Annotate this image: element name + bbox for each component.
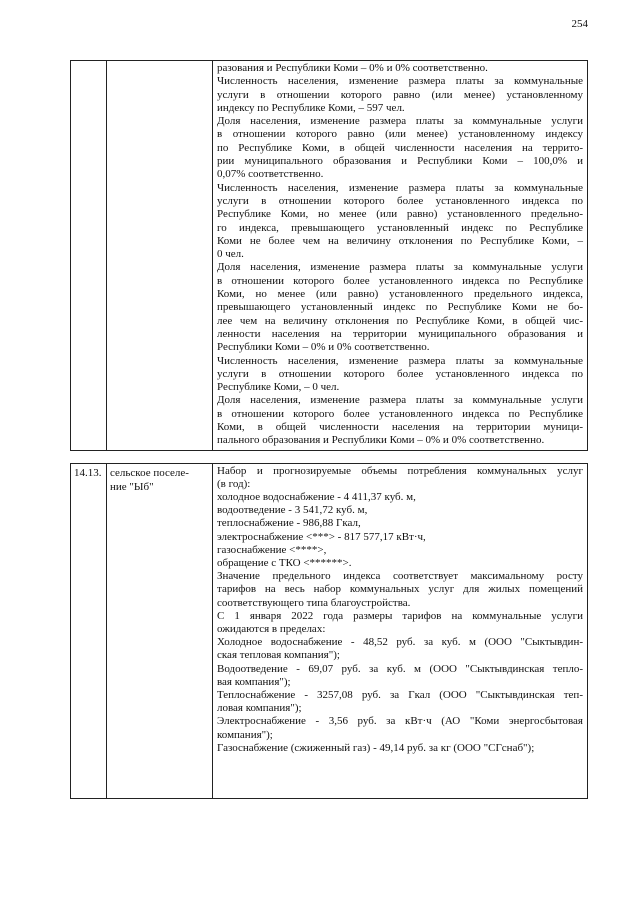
text-line: Республики Коми – 0% и 0% соответственно.	[217, 341, 430, 354]
text-line: (в год):	[217, 477, 251, 490]
text-line: Коми, но менее (или равно) установленного предельного индекса,	[217, 288, 583, 301]
text-line: в отношении которого более установленного индекса по Республике	[217, 407, 583, 420]
text-line: Водоотведение - 69,07 руб. за куб. м (ООО "Сыктывдинская тепло-	[217, 662, 583, 675]
text-line: разования и Республики Коми – 0% и 0% соответственно.	[217, 62, 488, 74]
text-line: лее чем на величину отклонения по Республике Коми, в общей чис-	[217, 314, 583, 327]
text-line: соответствующего типа благоустройства.	[217, 596, 411, 609]
description-cell	[213, 464, 587, 798]
text-line: в отношении которого более установленного индекса по Республике	[217, 274, 583, 287]
text-line: Республике Коми, но менее (или равно) установленного предельно-	[217, 208, 583, 221]
table-row	[70, 60, 588, 451]
text-line: водоотведение - 3 541,72 куб. м,	[217, 504, 368, 517]
description-cell	[213, 61, 587, 450]
text-line: электроснабжение <***> - 817 577,17 кВт·ч,	[217, 530, 426, 543]
text-line: Доля населения, изменение размера платы за коммунальные услуги	[217, 115, 583, 128]
text-line: холодное водоснабжение - 4 411,37 куб. м,	[217, 491, 416, 504]
text-line: Численность населения, изменение размера платы за коммунальные	[217, 181, 583, 194]
text-line: услуги в отношении которого более установленного индекса по	[217, 367, 583, 380]
text-line: ожидаются в пределах:	[217, 623, 326, 636]
text-line: Набор и прогнозируемые объемы потребления коммунальных услуг	[217, 464, 583, 477]
text-line: компания");	[217, 728, 273, 741]
text-line: 0 чел.	[217, 248, 244, 261]
text-line: ленности населения на территории муниципального образования и	[217, 327, 583, 340]
row-number-cell: 14.13.	[71, 464, 107, 798]
text-line: услуги в отношении которого более установленного индекса по	[217, 194, 583, 207]
text-line: услуги в отношении которого равно (или менее) установленному	[217, 88, 583, 101]
municipality-name-cell: сельское поселе- ние "Ыб"	[107, 464, 213, 798]
page-number: 254	[571, 18, 588, 30]
text-line: Доля населения, изменение размера платы за коммунальные услуги	[217, 261, 583, 274]
text-line: тарифов на весь набор коммунальных услуг для жилых помещений	[217, 583, 583, 596]
text-line: превышающего установленный индекс по Республике Коми не бо-	[217, 301, 583, 314]
text-line: Коми не более чем на величину отклонения по Республике Коми, –	[217, 234, 583, 247]
text-line: обращение с ТКО <******>.	[217, 557, 352, 570]
text-line: пального образования и Республики Коми – 0% и 0% соответственно.	[217, 434, 545, 447]
table-row	[70, 463, 588, 799]
text-line: Коми, в общей численности населения на территории муници-	[217, 421, 583, 434]
text-line: Электроснабжение - 3,56 руб. за кВт·ч (АО "Коми энергосбытовая	[217, 715, 583, 728]
text-line: Значение предельного индекса соответствует максимальному росту	[217, 570, 583, 583]
text-line: Теплоснабжение - 3257,08 руб. за Гкал (ООО "Сыктывдинская теп-	[217, 689, 583, 702]
municipality-name-cell	[107, 61, 213, 450]
text-line: Доля населения, изменение размера платы за коммунальные услуги	[217, 394, 583, 407]
text-line: ская тепловая компания");	[217, 649, 340, 662]
text-line: индексу по Республике Коми, – 597 чел.	[217, 101, 405, 114]
text-line: Республике Коми, – 0 чел.	[217, 381, 340, 394]
text-line: Газоснабжение (сжиженный газ) - 49,14 руб. за кг (ООО "СГснаб");	[217, 741, 535, 754]
text-line: Численность населения, изменение размера платы за коммунальные	[217, 75, 583, 88]
text-line: рии муниципального образования и Республики Коми – 100,0% и	[217, 155, 583, 168]
text-line: С 1 января 2022 года размеры тарифов на коммунальные услуги	[217, 609, 583, 622]
text-line: Холодное водоснабжение - 48,52 руб. за куб. м (ООО "Сыктывдин-	[217, 636, 583, 649]
text-line: по Республике Коми, в общей численности населения на террито-	[217, 141, 583, 154]
row-number-cell	[71, 61, 107, 450]
text-line: теплоснабжение - 986,88 Гкал,	[217, 517, 361, 530]
data-table	[70, 60, 588, 799]
text-line: го индекса, превышающего установленный индекс по Республике	[217, 221, 583, 234]
text-line: газоснабжение <****>,	[217, 543, 327, 556]
text-line: вая компания");	[217, 675, 291, 688]
text-line: ловая компания");	[217, 702, 302, 715]
text-line: 0,07% соответственно.	[217, 168, 324, 181]
text-line: в отношении которого равно (или менее) установленному индексу	[217, 128, 583, 141]
text-line: Численность населения, изменение размера платы за коммунальные	[217, 354, 583, 367]
